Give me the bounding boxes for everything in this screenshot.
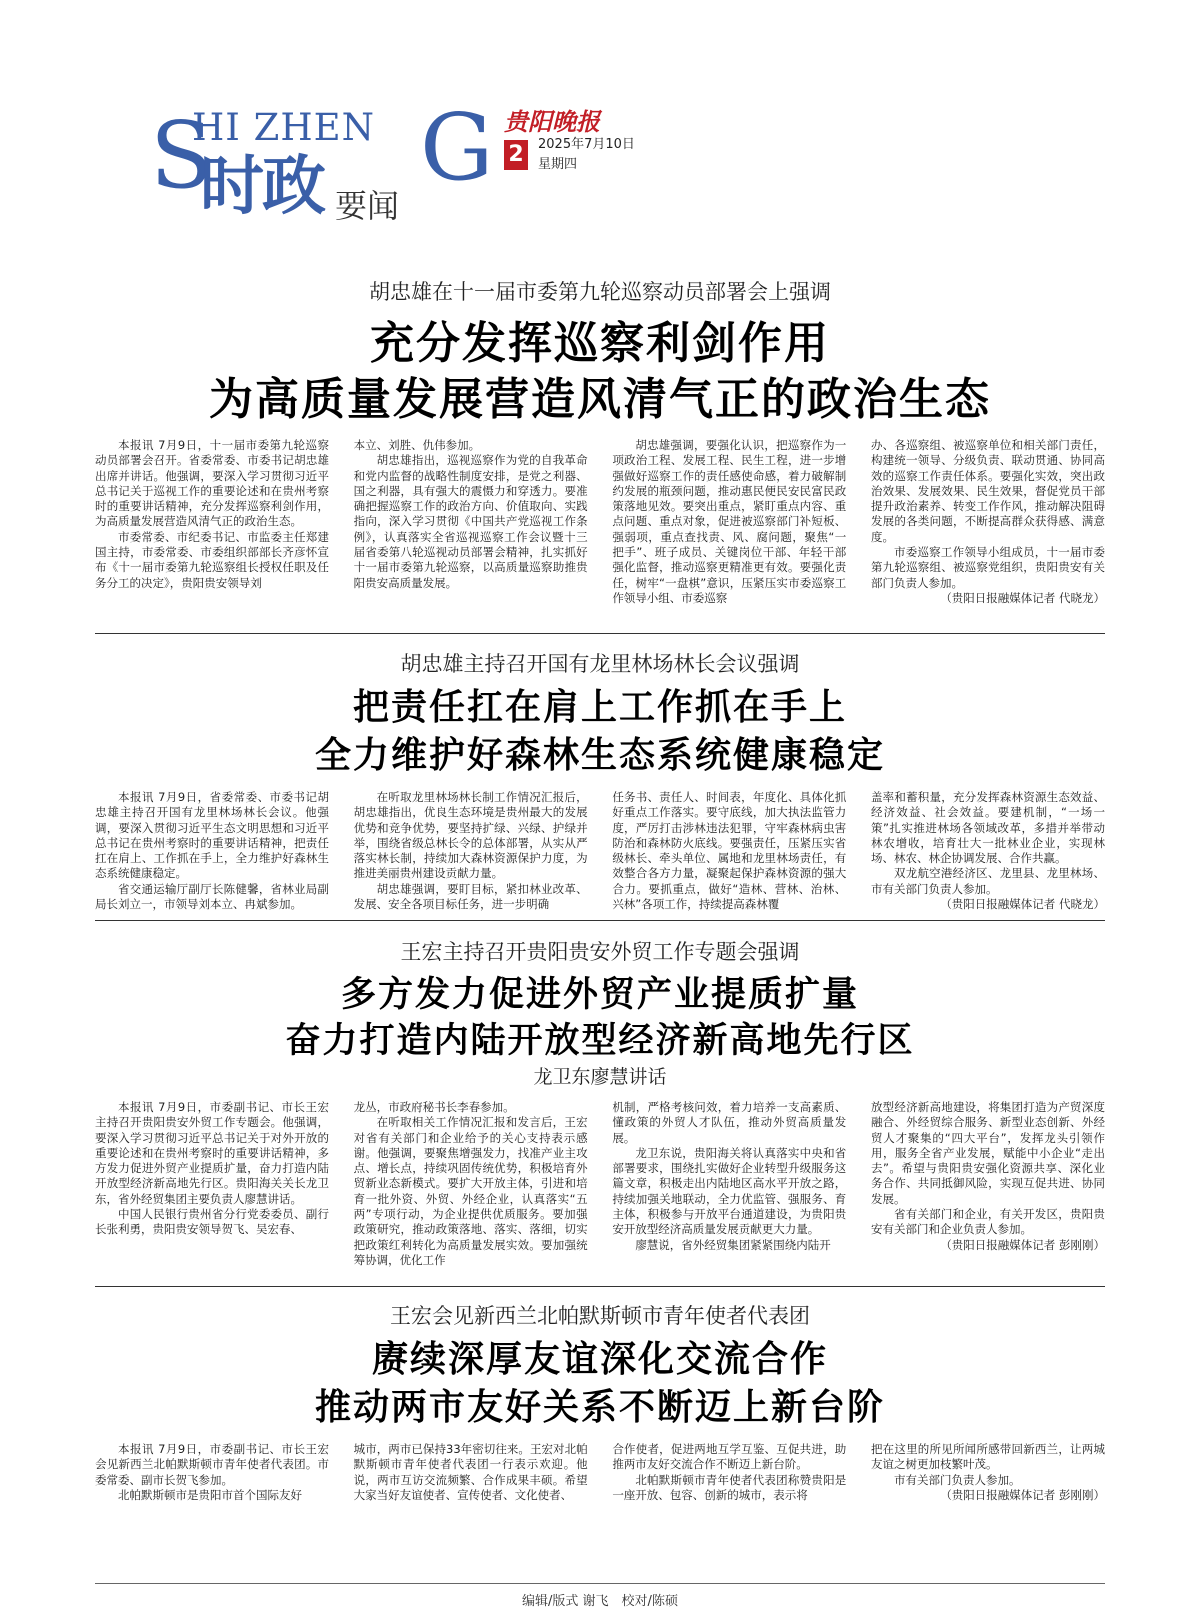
article-column xyxy=(354,790,588,912)
paragraph: 北帕默斯顿市是贵阳市首个国际友好 xyxy=(118,1487,302,1502)
paragraph: 市委常委、市纪委书记、市监委主任郑建国主持，市委常委、市委组织部部长齐彦怀宣布《十一届市委第九轮巡察组长授权任职及任务分工的决定》，贵阳贵安领导刘 xyxy=(95,529,329,590)
paragraph: 双龙航空港经济区、龙里县、龙里林场、市有关部门负责人参加。 xyxy=(870,866,1105,896)
paragraph: 北帕默斯顿市青年使者代表团称赞贵阳是一座开放、包容、创新的城市，表示将 xyxy=(612,1472,847,1502)
paragraph: 中国人民银行贵州省分行党委委员、副行长张利勇，贵阳贵安领导贺飞、吴宏春、 xyxy=(95,1207,329,1237)
paragraph: 把在这里的所见所闻所感带回新西兰，让两城友谊之树更加枝繁叶茂。 xyxy=(870,1442,1105,1472)
section-divider xyxy=(95,1286,1105,1287)
article-trade xyxy=(95,938,1105,1268)
article-headline-line1: 把责任扛在肩上工作抓在手上 xyxy=(352,687,847,728)
section-title: 时政 xyxy=(200,150,324,224)
page-number: 2 xyxy=(504,140,528,170)
article-body xyxy=(95,1442,1105,1503)
paragraph: 龙丛，市政府秘书长李春参加。 xyxy=(353,1100,515,1114)
paragraph: 本报讯 7月9日，十一届市委第九轮巡察动员部署会召开。省委常委、市委书记胡忠雄出席并讲话。他强调，要深入学习贯彻习近平总书记关于巡视工作的重要论述和在贵州考察时的重要讲话精神，充分发挥巡察利剑作用，为高质量发展营造风清气正的政治生态。 xyxy=(95,438,329,529)
masthead-letter-g: G xyxy=(420,94,494,201)
paragraph: 省交通运输厅副厅长陈健馨，省林业局副局长刘立一，市领导刘本立、冉斌参加。 xyxy=(95,881,329,912)
reporter-credit: （贵阳日报融媒体记者 代晓龙） xyxy=(940,897,1105,912)
article-headline-line2: 推动两市友好关系不断迈上新台阶 xyxy=(314,1387,885,1428)
article-column xyxy=(354,1442,588,1503)
paragraph: 办、各巡察组、被巡察单位和相关部门责任，构建统一领导、分级负责、联动贯通、协同高效的巡察工作责任体系。要强化实效，突出政治效果、发展效果、民生效果，督促党员干部提升政治素养、转变工作作风，推动解决阻碍发展的各类问题，不断提高群众获得感、满意度。 xyxy=(870,438,1105,544)
paragraph: 胡忠雄指出，巡视巡察作为党的自我革命和党内监督的战略性制度安排，是党之利器、国之利器，具有强大的震慑力和穿透力。要准确把握巡察工作的政治方向、价值取向、实践指向，深入学习贯彻《中国共产党巡视工作条例》，认真落实全省巡视巡察工作会议暨十三届省委第八轮巡视动员部署会精神，扎实抓好十一届市委第九轮巡察，以高质量巡察助推贵阳贵安高质量发展。 xyxy=(353,453,588,590)
publication-date: 2025年7月10日 xyxy=(538,137,635,152)
article-headline-line1: 赓续深厚友谊深化交流合作 xyxy=(371,1339,828,1380)
article-column xyxy=(612,790,846,912)
paragraph: 在听取龙里林场林长制工作情况汇报后，胡忠雄指出，优良生态环境是贵州最大的发展优势和竞争优势，要坚持扩绿、兴绿、护绿并举，围绕省级总林长令的总体部署，从实从严落实林长制，持续加大森林资源保护力度，为推进美丽贵州建设贡献力量。 xyxy=(353,790,588,881)
paragraph: 本报讯 7月9日，市委副书记、市长王宏主持召开贵阳贵安外贸工作专题会。他强调，要深入学习贯彻习近平总书记关于对外开放的重要论述和在贵州考察时的重要讲话精神，多方发力促进外贸产业提质扩量，奋力打造内陆开放型经济新高地先行区。贵阳海关关长龙卫东，省外经贸集团主要负责人廖慧讲话。 xyxy=(95,1100,329,1206)
article-column xyxy=(95,438,329,606)
article-kicker: 胡忠雄在十一届市委第九轮巡察动员部署会上强调 xyxy=(369,280,831,304)
article-headline-line2: 全力维护好森林生态系统健康稳定 xyxy=(314,735,885,776)
paragraph: 本报讯 7月9日，市委副书记、市长王宏会见新西兰北帕默斯顿市青年使者代表团。市委常委、副市长贺飞参加。 xyxy=(95,1442,329,1487)
article-column xyxy=(871,790,1105,912)
article-body xyxy=(95,1100,1105,1268)
article-headline-line1: 充分发挥巡察利剑作用 xyxy=(370,318,830,369)
paragraph: 本报讯 7月9日，省委常委、市委书记胡忠雄主持召开国有龙里林场林长会议。他强调，要深入贯彻习近平生态文明思想和习近平总书记在贵州考察时的重要讲话精神，把责任扛在肩上、工作抓在手上，全力维护好森林生态系统健康稳定。 xyxy=(95,790,329,881)
reporter-credit: （贵阳日报融媒体记者 彭刚刚） xyxy=(940,1237,1105,1252)
publication-weekday: 星期四 xyxy=(538,157,578,172)
article-column xyxy=(95,1100,329,1268)
paragraph: 盖率和蓄积量，充分发挥森林资源生态效益、经济效益、社会效益。要建机制，“一场一策”扎实推进林场各领域改革，多措并举带动林农增收，培育壮大一批林业企业，实现林场、林农、林企协调发展、合作共赢。 xyxy=(870,790,1105,866)
section-divider xyxy=(95,920,1105,921)
paragraph: 胡忠雄强调，要强化认识，把巡察作为一项政治工程、发展工程、民生工程，进一步增强做好巡察工作的责任感使命感，着力破解制约发展的瓶颈问题，推动惠民便民安民富民政策落地见效。要突出重点，紧盯重点内容、重点问题、重点对象，促进被巡察部门补短板、强弱项，重点查找责、风、腐问题，聚焦“一把手”、班子成员、关键岗位干部、年轻干部强化监督，推动巡察更精准更有效。要强化责任，树牢“一盘棋”意识，压紧压实市委巡察工作领导小组、市委巡察 xyxy=(612,438,847,605)
paragraph: 市有关部门负责人参加。 xyxy=(893,1472,1021,1487)
article-column xyxy=(871,1100,1105,1268)
paragraph: 省有关部门和企业，有关开发区，贵阳贵安有关部门和企业负责人参加。 xyxy=(870,1207,1105,1237)
newspaper-logo: 贵阳晚报 xyxy=(504,107,600,136)
article-body xyxy=(95,438,1105,606)
article-column xyxy=(354,1100,588,1268)
paragraph: 胡忠雄强调，要盯目标，紧扣林业改革、发展、安全各项目标任务，进一步明确 xyxy=(353,881,588,912)
article-forest xyxy=(95,650,1105,912)
article-kicker: 王宏会见新西兰北帕默斯顿市青年使者代表团 xyxy=(390,1304,810,1328)
article-column xyxy=(612,438,846,606)
paragraph: 市委巡察工作领导小组成员，十一届市委第九轮巡察组、被巡察党组织，贵阳贵安有关部门负责人参加。 xyxy=(870,545,1105,590)
section-divider xyxy=(95,633,1105,634)
paragraph: 机制，严格考核问效，着力培养一支高素质、懂政策的外贸人才队伍，推动外贸高质量发展。 xyxy=(612,1100,847,1145)
paragraph: 在听取相关工作情况汇报和发言后，王宏对省有关部门和企业给予的关心支持表示感谢。他强调，要聚焦增强发力，找准产业主攻点、增长点，持续巩固传统优势，积极培育外贸新业态新模式。要扩大开放主体，引进和培育一批外资、外贸、外经企业，认真落实“五两”专项行动，为企业提供优质服务。要加强政策研究，推动政策落地、落实、落细，切实把政策红利转化为高质量发展实效。要加强统筹协调，优化工作 xyxy=(353,1115,588,1267)
masthead-letter-s: S xyxy=(150,102,214,209)
article-headline-line1: 多方发力促进外贸产业提质扩量 xyxy=(340,975,859,1015)
page-footer xyxy=(95,1583,1105,1609)
paragraph: 放型经济新高地建设，将集团打造为产贸深度融合、外经贸综合服务、新型业态创新、外经贸人才聚集的“四大平台”，发挥龙头引领作用，服务全省产业发展，赋能中小企业“走出去”。希望与贵阳贵安强化资源共享、深化业务合作、共同抵御风险，实现互促共进、协同发展。 xyxy=(870,1100,1105,1206)
article-byline: 龙卫东廖慧讲话 xyxy=(533,1066,667,1088)
article-body xyxy=(95,790,1105,912)
article-kicker: 胡忠雄主持召开国有龙里林场林长会议强调 xyxy=(400,652,800,676)
article-column xyxy=(612,1100,846,1268)
article-column xyxy=(95,1442,329,1503)
article-column xyxy=(354,438,588,606)
paragraph: 龙卫东说，贵阳海关将认真落实中央和省部署要求，围绕扎实做好企业转型升级服务这篇文章，积极走出内陆地区高水平开放之路，持续加强关地联动，全力优监管、强服务、育主体，积极参与开放平台通道建设，为贵阳贵安开放型经济高质量发展贡献更大力量。 xyxy=(612,1145,847,1237)
paragraph: 本立、刘胜、仇伟参加。 xyxy=(353,438,481,452)
masthead-pinyin: HI ZHEN xyxy=(192,106,376,149)
editor-credits: 编辑/版式 谢飞 校对/陈硕 xyxy=(522,1594,678,1609)
reporter-credit: （贵阳日报融媒体记者 彭刚刚） xyxy=(940,1487,1105,1502)
article-headline-line2: 奋力打造内陆开放型经济新高地先行区 xyxy=(285,1021,915,1061)
article-headline-line2: 为高质量发展营造风清气正的政治生态 xyxy=(209,374,991,425)
paragraph: 合作使者，促进两地互学互鉴、互促共进，助推两市友好交流合作不断迈上新台阶。 xyxy=(612,1442,847,1472)
paragraph: 城市，两市已保持33年密切往来。王宏对北帕默斯顿市青年使者代表团一行表示欢迎。他说，两市互访交流频繁、合作成果丰硕。希望大家当好友谊使者、宣传使者、文化使者、 xyxy=(353,1442,588,1502)
article-column xyxy=(871,438,1105,606)
article-column xyxy=(95,790,329,912)
paragraph: 廖慧说，省外经贸集团紧紧围绕内陆开 xyxy=(635,1237,831,1252)
article-new-zealand xyxy=(95,1302,1105,1503)
article-column xyxy=(612,1442,846,1503)
paragraph: 任务书、责任人、时间表，年度化、具体化抓好重点工作落实。要守底线，加大执法监管力度，严厉打击涉林违法犯罪，守牢森林病虫害防治和森林防火底线。要强责任，压紧压实省级林长、牵头单位、属地和龙里林场责任，有效整合各方力量，凝聚起保护森林资源的强大合力。要抓重点，做好“造林、营林、治林、兴林”各项工作，持续提高森林覆 xyxy=(612,790,847,912)
section-subtitle: 要闻 xyxy=(335,187,400,225)
article-column xyxy=(871,1442,1105,1503)
article-inspection xyxy=(95,278,1105,606)
article-kicker: 王宏主持召开贵阳贵安外贸工作专题会强调 xyxy=(400,940,800,964)
reporter-credit: （贵阳日报融媒体记者 代晓龙） xyxy=(940,590,1105,605)
